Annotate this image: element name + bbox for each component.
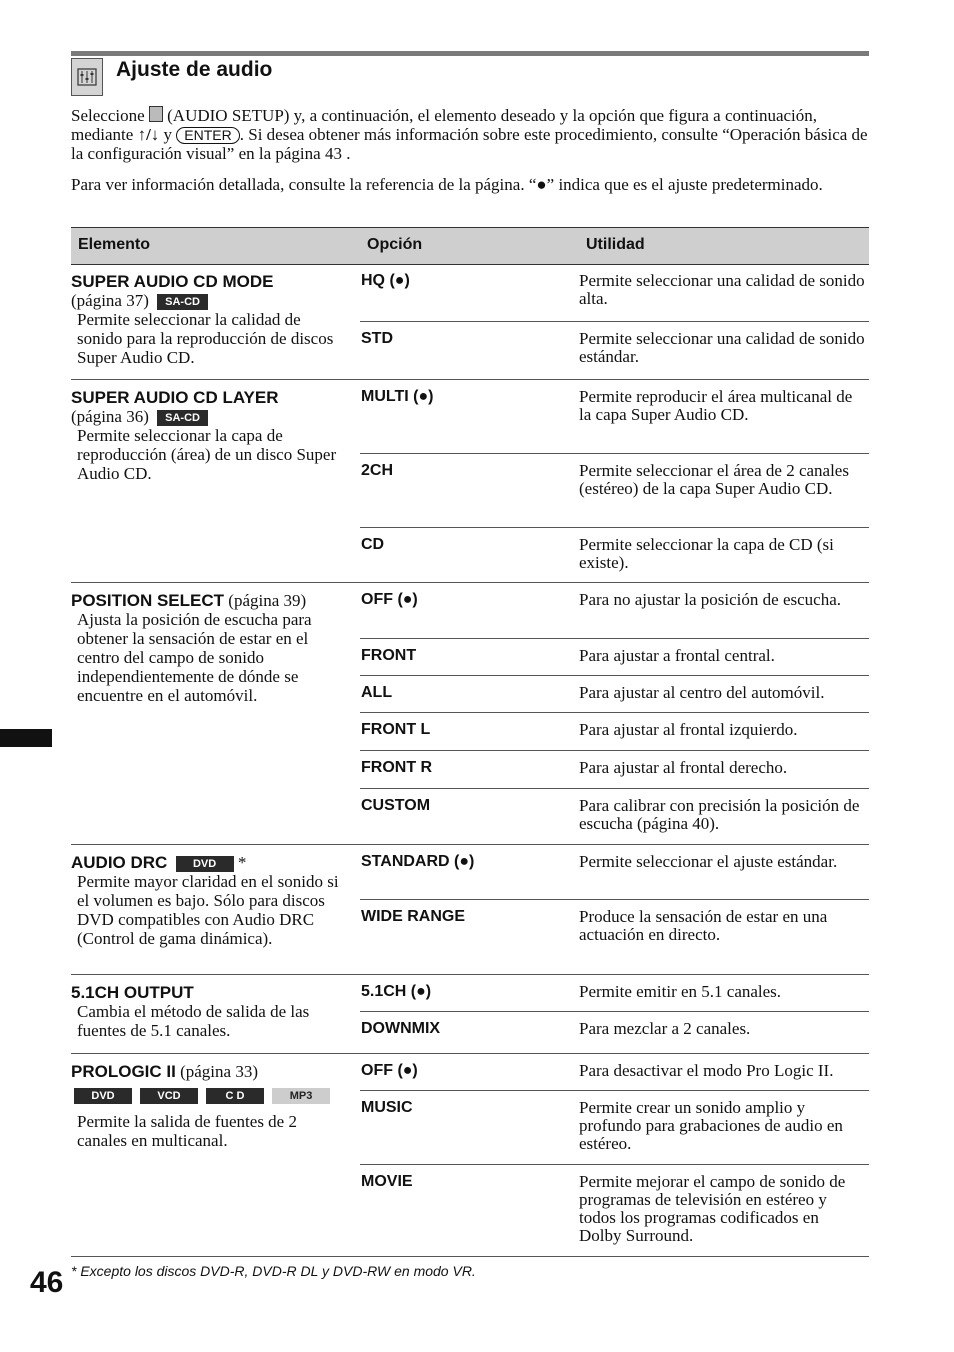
- element-description: Permite la salida de fuentes de 2 canales en multicanal.: [77, 1112, 297, 1150]
- footnote: * Excepto los discos DVD-R, DVD-R DL y DVD-RW en modo VR.: [71, 1263, 476, 1279]
- option-label: 5.1CH (●): [361, 983, 432, 1000]
- header-utilidad: Utilidad: [586, 236, 645, 253]
- table-row: [360, 583, 869, 639]
- option-description: Produce la sensación de estar en una actuación en directo.: [579, 907, 828, 944]
- element-cell: [71, 272, 349, 367]
- table-row: [360, 751, 869, 789]
- table-group-position-select: [71, 583, 869, 845]
- table-group-super-audio-cd-mode: [71, 264, 869, 380]
- option-label: FRONT L: [361, 721, 431, 738]
- table-row: [360, 454, 869, 528]
- option-description: Permite seleccionar la capa de CD (si existe).: [579, 535, 834, 572]
- disc-badge: SA-CD: [157, 294, 208, 310]
- header-elemento: Elemento: [78, 236, 151, 253]
- vcd-badge: VCD: [140, 1088, 198, 1104]
- element-description: Permite seleccionar la capa de reproducción (área) de un disco Super Audio CD.: [77, 426, 337, 483]
- table-row: [360, 1012, 869, 1053]
- element-name: 5.1CH OUTPUT: [71, 983, 194, 1002]
- table-row: [360, 845, 869, 900]
- option-description: Para ajustar al frontal izquierdo.: [579, 720, 798, 739]
- option-description: Para ajustar al frontal derecho.: [579, 758, 788, 777]
- header-opcion: Opción: [367, 236, 423, 253]
- option-description: Permite mejorar el campo de sonido de programas de televisión en estéreo y todos los programas codificados en Dolby Surround.: [579, 1172, 846, 1245]
- table-row: [360, 264, 869, 322]
- table-row: [360, 322, 869, 379]
- element-description: Permite mayor claridad en el sonido si el volumen es bajo. Sólo para discos DVD compatibles con Audio DRC (Control de gama dinámica).: [77, 872, 339, 948]
- element-cell: [71, 1062, 349, 1150]
- option-label: DOWNMIX: [361, 1020, 441, 1037]
- disc-badge: SA-CD: [157, 410, 208, 426]
- option-label: MUSIC: [361, 1099, 413, 1116]
- option-label: OFF (●): [361, 591, 418, 608]
- element-description: Ajusta la posición de escucha para obtener la sensación de estar en el centro del campo de sonido independientemente de dónde se encuentre en el automóvil.: [77, 610, 312, 705]
- option-description: Para mezclar a 2 canales.: [579, 1019, 751, 1038]
- table-row: [360, 900, 869, 974]
- intro-paragraph-1: Seleccione (AUDIO SETUP) y, a continuación, el elemento deseado y la opción que figura a continuación, mediante ↑/↓ y ENTER . Si desea obtener más información sobre este procedimiento, consulte “Operación básica de la configuración visual” en la página 43 .: [71, 106, 868, 163]
- table-row: [360, 1054, 869, 1091]
- page-title: Ajuste de audio: [116, 58, 273, 81]
- disc-badges: [71, 1085, 349, 1104]
- page-ref: (página 37): [71, 291, 149, 310]
- table-row: [360, 789, 869, 844]
- table-header: [71, 227, 869, 265]
- option-label: WIDE RANGE: [361, 908, 465, 925]
- element-cell: [71, 853, 349, 948]
- arrow-keys-glyph: ↑/↓: [137, 125, 160, 144]
- table-row: [360, 528, 869, 582]
- option-label: FRONT R: [361, 759, 433, 776]
- option-label: CUSTOM: [361, 797, 431, 814]
- option-description: Para ajustar al centro del automóvil.: [579, 683, 825, 702]
- option-description: Para ajustar a frontal central.: [579, 646, 775, 665]
- element-name: PROLOGIC II: [71, 1062, 176, 1081]
- element-cell: [71, 388, 349, 483]
- page-number: 46: [30, 1266, 64, 1299]
- cd-badge: C D: [206, 1088, 264, 1104]
- option-label: HQ (●): [361, 272, 410, 289]
- element-cell: [71, 591, 349, 705]
- element-name: SUPER AUDIO CD MODE: [71, 272, 274, 291]
- page-ref: (página 33): [180, 1062, 258, 1081]
- intro-paragraph-2: Para ver información detallada, consulte la referencia de la página. “●” indica que es el ajuste predeterminado.: [71, 175, 823, 194]
- table-row: [360, 380, 869, 454]
- table-group-audio-drc: [71, 845, 869, 975]
- table-group-super-audio-cd-layer: [71, 380, 869, 583]
- dvd-badge: DVD: [74, 1088, 132, 1104]
- option-label: STANDARD (●): [361, 853, 475, 870]
- mp3-badge: MP3: [272, 1088, 330, 1104]
- option-label: MOVIE: [361, 1173, 413, 1190]
- option-label: 2CH: [361, 462, 394, 479]
- table-group-51ch-output: [71, 975, 869, 1054]
- page-ref: (página 36): [71, 407, 149, 426]
- option-label: STD: [361, 330, 393, 347]
- disc-badge: DVD: [176, 856, 234, 872]
- option-description: Permite emitir en 5.1 canales.: [579, 982, 782, 1001]
- footnote-mark: *: [237, 853, 247, 872]
- option-description: Para desactivar el modo Pro Logic II.: [579, 1061, 834, 1080]
- element-cell: [71, 983, 349, 1040]
- option-label: CD: [361, 536, 385, 553]
- audio-setup-icon: [149, 106, 163, 122]
- table-group-prologic-ii: [71, 1054, 869, 1257]
- option-description: Permite seleccionar una calidad de sonido estándar.: [579, 329, 865, 366]
- enter-key-glyph: ENTER: [176, 127, 239, 144]
- option-description: Para calibrar con precisión la posición de escucha (página 40).: [579, 796, 860, 833]
- section-edge-tab: [0, 729, 52, 747]
- option-label: MULTI (●): [361, 388, 434, 405]
- option-description: Para no ajustar la posición de escucha.: [579, 590, 841, 609]
- section-top-rule: [71, 51, 869, 56]
- option-description: Permite seleccionar una calidad de sonido alta.: [579, 271, 865, 308]
- option-label: OFF (●): [361, 1062, 418, 1079]
- page-ref: (página 39): [228, 591, 307, 610]
- option-description: Permite seleccionar el área de 2 canales (estéreo) de la capa Super Audio CD.: [579, 461, 849, 498]
- element-description: Permite seleccionar la calidad de sonido para la reproducción de discos Super Audio CD.: [77, 310, 334, 367]
- option-description: Permite seleccionar el ajuste estándar.: [579, 852, 838, 871]
- table-row: [360, 713, 869, 751]
- equalizer-icon: [71, 58, 103, 96]
- element-name: SUPER AUDIO CD LAYER: [71, 388, 279, 407]
- option-description: Permite crear un sonido amplio y profundo para grabaciones de audio en estéreo.: [579, 1098, 843, 1153]
- element-name: AUDIO DRC: [71, 853, 168, 872]
- option-label: ALL: [361, 684, 393, 701]
- table-row: [360, 676, 869, 713]
- table-row: [360, 639, 869, 676]
- table-row: [360, 975, 869, 1012]
- element-description: Cambia el método de salida de las fuentes de 5.1 canales.: [77, 1002, 310, 1040]
- element-name: POSITION SELECT: [71, 591, 225, 610]
- table-row: [360, 1165, 869, 1256]
- option-description: Permite reproducir el área multicanal de la capa Super Audio CD.: [579, 387, 853, 424]
- table-row: [360, 1091, 869, 1165]
- option-label: FRONT: [361, 647, 417, 664]
